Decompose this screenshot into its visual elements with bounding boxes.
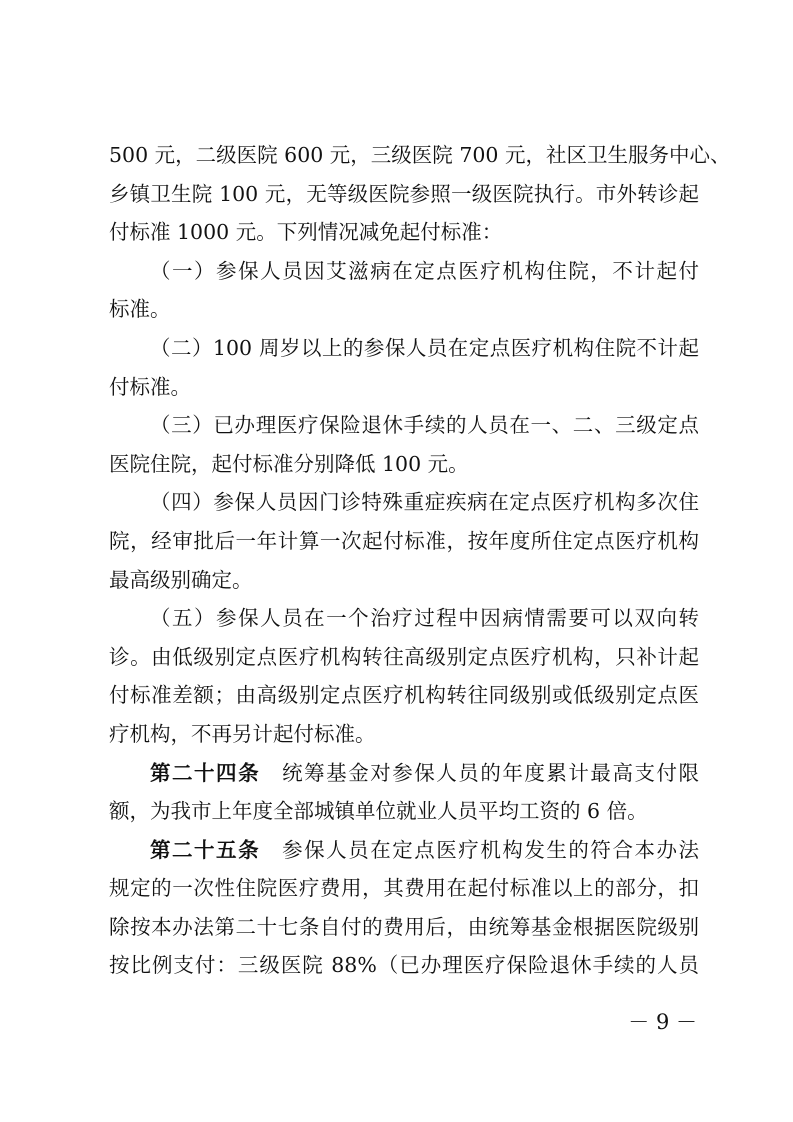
line-text: 按比例支付：三级医院 88%（已办理医疗保险退休手续的人员 [109, 953, 699, 978]
text-line [109, 252, 699, 291]
line-text: 规定的一次性住院医疗费用，其费用在起付标准以上的部分，扣 [109, 876, 699, 901]
line-text: （二）100 周岁以上的参保人员在定点医疗机构住院不计起 [150, 335, 699, 360]
text-line [109, 754, 699, 793]
line-text: 付标准差额；由高级别定点医疗机构转往同级别或低级别定点医 [109, 683, 699, 708]
article-heading: 第二十五条 [150, 837, 261, 862]
article-heading: 第二十四条 [150, 760, 261, 785]
text-line [109, 329, 699, 368]
text-line [109, 483, 699, 522]
text-line [109, 599, 699, 638]
line-text: （五）参保人员在一个治疗过程中因病情需要可以双向转 [150, 606, 699, 631]
line-text: （一）参保人员因艾滋病在定点医疗机构住院，不计起付 [150, 258, 699, 283]
text-line [109, 715, 699, 754]
text-line [109, 290, 699, 329]
line-text: 医院住院，起付标准分别降低 100 元。 [109, 451, 469, 476]
text-line [109, 136, 731, 175]
body-text [109, 136, 731, 985]
text-line [109, 406, 699, 445]
text-line [109, 213, 699, 252]
line-text: 诊。由低级别定点医疗机构转往高级别定点医疗机构，只补计起 [109, 644, 699, 669]
line-text: 最高级别确定。 [109, 567, 253, 592]
page-number: － 9 － [628, 1010, 697, 1034]
line-text: 额，为我市上年度全部城镇单位就业人员平均工资的 6 倍。 [109, 799, 648, 824]
text-line [109, 445, 699, 484]
line-text: 付标准 1000 元。下列情况减免起付标准： [109, 220, 503, 245]
line-text: 标准。 [109, 297, 171, 322]
text-line [109, 869, 699, 908]
text-line [109, 831, 699, 870]
line-text: 500 元，二级医院 600 元，三级医院 700 元，社区卫生服务中心、 [109, 143, 731, 167]
text-line [109, 908, 699, 947]
line-text: 乡镇卫生院 100 元，无等级医院参照一级医院执行。市外转诊起 [109, 181, 699, 206]
line-text: 院，经审批后一年计算一次起付标准，按年度所住定点医疗机构 [109, 528, 699, 553]
text-line [109, 676, 699, 715]
line-text: 付标准。 [109, 374, 191, 399]
text-line [109, 638, 699, 677]
text-line [109, 561, 699, 600]
line-text: 疗机构，不再另计起付标准。 [109, 721, 376, 746]
line-text: （四）参保人员因门诊特殊重症疾病在定点医疗机构多次住 [150, 490, 699, 515]
line-text: 除按本办法第二十七条自付的费用后，由统筹基金根据医院级别 [109, 914, 699, 939]
text-line [109, 368, 699, 407]
text-line [109, 946, 699, 985]
text-line [109, 792, 699, 831]
text-line [109, 175, 699, 214]
text-line [109, 522, 699, 561]
line-text: 参保人员在定点医疗机构发生的符合本办法 [260, 837, 700, 862]
line-text: （三）已办理医疗保险退休手续的人员在一、二、三级定点 [150, 413, 699, 438]
line-text: 统筹基金对参保人员的年度累计最高支付限 [260, 760, 700, 785]
